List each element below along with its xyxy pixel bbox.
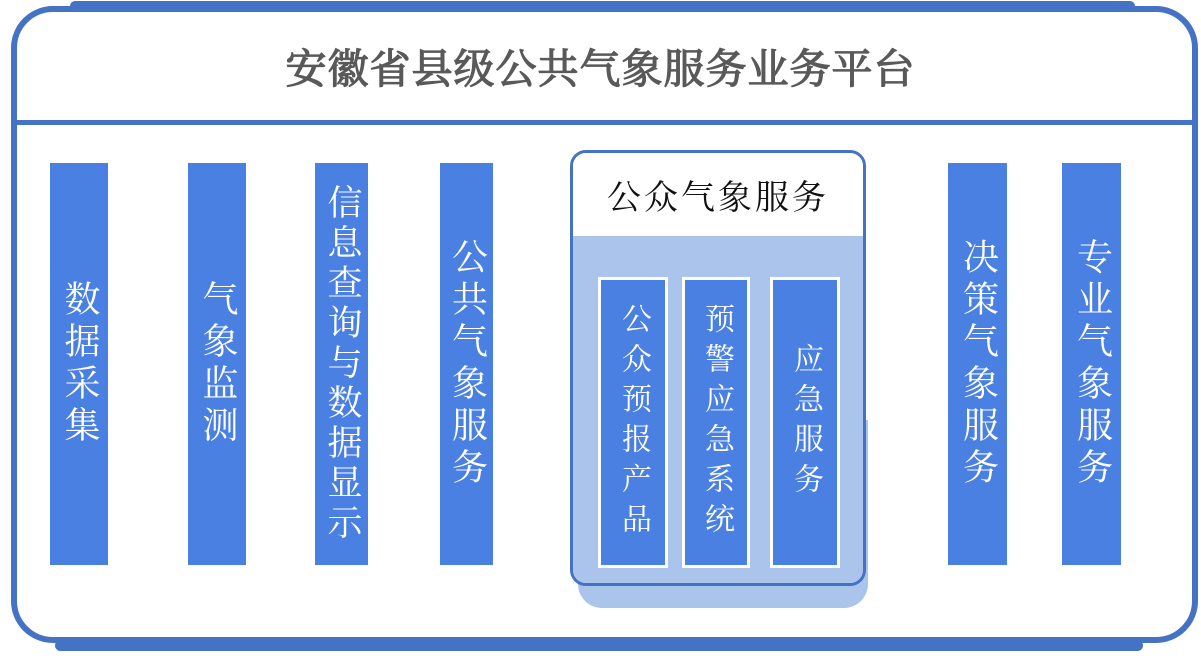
bottom-accent-bar — [55, 640, 1143, 651]
inner-column-label: 公众预报产品 — [616, 302, 651, 543]
inner-column-label: 应急服务 — [788, 342, 823, 503]
column-decision-weather-service — [948, 163, 1007, 565]
column-label: 信息查询与数据显示 — [322, 184, 362, 544]
column-weather-monitoring — [188, 163, 246, 565]
column-data-collection — [50, 163, 108, 565]
diagram-title: 安徽省县级公共气象服务业务平台 — [285, 46, 916, 92]
column-label: 决策气象服务 — [957, 238, 999, 490]
title-divider — [11, 120, 1198, 125]
column-professional-weather-service — [1062, 163, 1121, 565]
column-label: 数据采集 — [59, 280, 100, 448]
inner-column-emergency-service — [770, 277, 840, 568]
inner-column-warning-emergency-system — [682, 277, 750, 568]
center-group-public-weather-services — [570, 150, 866, 586]
column-label: 公共气象服务 — [446, 238, 488, 490]
inner-column-label: 预警应急系统 — [699, 302, 734, 543]
inner-column-public-forecast-products — [598, 277, 668, 568]
column-label: 专业气象服务 — [1071, 238, 1113, 490]
column-public-weather-service — [440, 163, 493, 565]
top-accent-bar — [70, 1, 1135, 11]
column-info-query-data-display — [315, 163, 368, 565]
center-group-title: 公众气象服务 — [573, 153, 863, 236]
column-label: 气象监测 — [197, 280, 238, 448]
